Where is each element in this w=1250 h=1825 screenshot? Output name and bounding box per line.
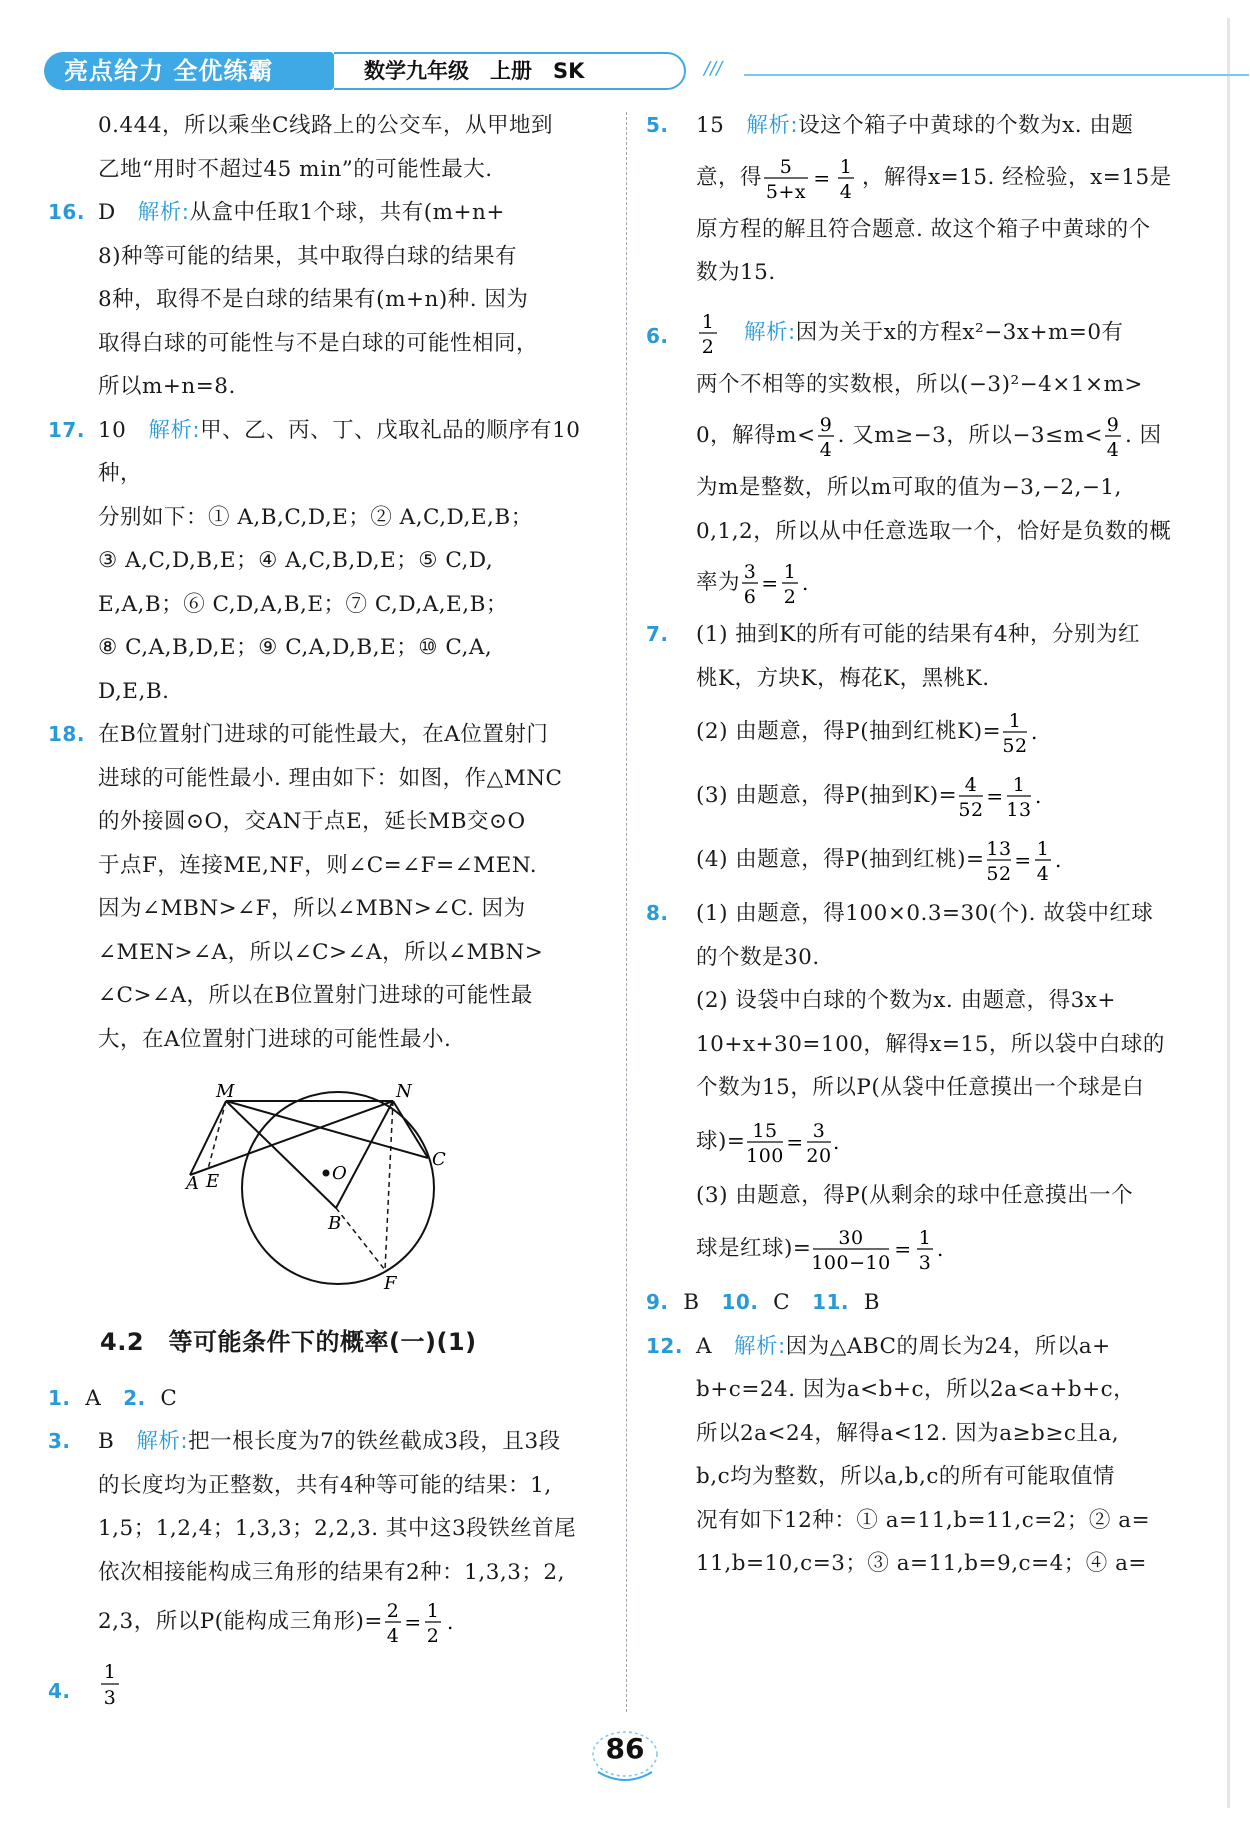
svg-text:.: . (937, 1237, 945, 1261)
answer: 10 (98, 417, 127, 443)
svg-text:.: . (1035, 784, 1042, 808)
segment-ME (208, 1101, 226, 1169)
subject-label: 数学九年级 上册 SK (334, 52, 686, 90)
question-16: 16. D 解析:从盒中任取1个球，共有(m+n+ 8)种等可能的结果，其中取得白球的结果有 8种，取得不是白球的结果有(m+n)种. 因为 取得白球的可能性与不是白球的可能性相同， 所以m+n=8. (48, 191, 603, 409)
question-number: 11. (812, 1290, 850, 1314)
svg-text:2: 2 (701, 335, 715, 358)
svg-text:2: 2 (783, 586, 797, 608)
fraction-1-3 (98, 1658, 128, 1710)
svg-text:52: 52 (1002, 735, 1028, 757)
question-number: 18. (48, 722, 85, 746)
svg-text:5: 5 (779, 155, 793, 178)
svg-text:4: 4 (964, 774, 978, 796)
brand-banner: 亮点给力 全优练霸 (44, 52, 334, 90)
question-number: 7. (646, 622, 669, 646)
continued-text: 0.444，所以乘坐C线路上的公交车，从甲地到 乙地“用时不超过45 min”的可能性最大. (98, 113, 554, 182)
label-B: B (328, 1213, 342, 1234)
label-C: C (432, 1149, 447, 1170)
answer: B (98, 1429, 115, 1454)
label-F: F (384, 1273, 397, 1294)
question-number: 9. (646, 1290, 669, 1314)
svg-text:1: 1 (839, 155, 853, 178)
fraction-4-52-1-13 (957, 771, 1045, 821)
svg-text:1: 1 (1008, 710, 1022, 732)
svg-text:2: 2 (386, 1600, 400, 1622)
svg-text:3: 3 (919, 1252, 932, 1274)
svg-text:=: = (1013, 848, 1032, 872)
question-12: 12. A 解析:因为△ABC的周长为24，所以a+ b+c=24. 因为a<b+c，所以2a<a+b+c， 所以2a<24，解得a<12. 因为a≥b≥c且a, b,c均为整数，所以a,b,c的所有可能取值情 况有如下12种：① a=11,b=11,c=2；② a= 11,b=10,c=3；③ a=11,b=9,c=4；④ a= (646, 1325, 1206, 1586)
question-9-11: 9. B 10. C 11. B (646, 1290, 881, 1315)
svg-text:.: . (802, 571, 809, 595)
question-number: 17. (48, 417, 85, 442)
svg-text:1: 1 (103, 1661, 117, 1683)
svg-text:9: 9 (1106, 414, 1120, 436)
svg-text:=: = (786, 1129, 805, 1154)
page-number: 86 (605, 1732, 645, 1765)
question-number: 8. (646, 901, 669, 925)
page-edge (1227, 18, 1230, 1808)
left-column (48, 104, 603, 1726)
svg-text:100: 100 (746, 1144, 785, 1167)
label-N: N (396, 1081, 413, 1102)
segment-BF (336, 1208, 385, 1270)
analysis-label: 解析: (136, 1429, 189, 1454)
svg-text:1: 1 (919, 1227, 932, 1249)
svg-text:1: 1 (426, 1600, 440, 1622)
question-3: 3. B 解析:把一根长度为7的铁丝截成3段，且3段 的长度均为正整数，共有4种等可能的结果：1, 1,5；1,2,4；1,3,3；2,2,3. 其中这3段铁丝首尾 依次相接能构成三角形的结果有2种：1,3,3；2, 2,3，所以P(能构成三角形)= 2 4 = 1 2 . (48, 1420, 603, 1650)
analysis-label: 解析: (137, 200, 190, 225)
header-rule (744, 74, 1249, 76)
question-number: 16. (48, 200, 85, 224)
svg-text:4: 4 (819, 439, 832, 461)
svg-text:=: = (813, 165, 831, 190)
answer: 15 (696, 113, 725, 138)
svg-text:4: 4 (1036, 863, 1049, 885)
answer: D (98, 200, 116, 225)
svg-text:52: 52 (985, 863, 1012, 885)
svg-text:5+x: 5+x (765, 180, 807, 203)
fraction-2-4-1-2 (383, 1597, 453, 1647)
fraction-equation (762, 153, 862, 203)
circle-geometry-figure (188, 1083, 488, 1293)
center-point (323, 1170, 330, 1177)
question-number: 2. (123, 1385, 146, 1410)
svg-text:30: 30 (838, 1227, 864, 1249)
svg-text:4: 4 (386, 1625, 400, 1647)
svg-text:6: 6 (743, 586, 757, 608)
analysis-label: 解析: (734, 1333, 786, 1359)
svg-text:.: . (1031, 720, 1038, 744)
question-17: 17. 10 解析:甲、乙、丙、丁、戊取礼品的顺序有10种， 分别如下：① A,B,C,D,E；② A,C,D,E,B； ③ A,C,D,B,E；④ A,C,B,D,E；⑤ C,D, E,A,B；⑥ C,D,A,B,E；⑦ C,D,A,E,B； ⑧ C,A,B,D,E；⑨ C,A,D,B,E；⑩ C,A, D,E,B. (48, 409, 603, 714)
question-number: 5. (646, 113, 669, 137)
answer: A (696, 1333, 713, 1359)
svg-text:3: 3 (743, 561, 757, 583)
header-decoration: /// (704, 58, 723, 79)
svg-text:3: 3 (813, 1119, 826, 1142)
question-number: 12. (646, 1333, 683, 1358)
fraction-13-52-1-4 (985, 835, 1065, 885)
svg-text:=: = (761, 571, 779, 595)
svg-text:=: = (404, 1610, 422, 1634)
question-number: 3. (48, 1429, 71, 1453)
question-4 (48, 1658, 603, 1726)
fraction-15-100-3-20 (745, 1117, 841, 1167)
label-M: M (216, 1081, 235, 1102)
svg-text:1: 1 (1012, 774, 1026, 796)
svg-text:13: 13 (1006, 799, 1032, 821)
svg-text:1: 1 (783, 561, 797, 583)
segment-BN (336, 1101, 393, 1208)
label-O: O (332, 1163, 348, 1184)
fraction-30-90-1-3 (811, 1224, 951, 1274)
svg-text:100−10: 100−10 (811, 1252, 892, 1274)
fraction-1-2 (696, 308, 722, 358)
analysis-label: 解析: (746, 113, 799, 138)
question-number: 4. (48, 1679, 71, 1703)
question-6: 6. 1 2 解析:因为关于x的方程x²−3x+m=0有 两个不相等的实数根，所以(−3)²−4×1×m> 0，解得m< 9 4 . 又m≥−3，所以−3≤m< 9 4 . 因 为m是整数，所以m可取的值为−3,−2,−1, 0,1,2，所以从中任意选取一个，恰好是负数的概 率为 3 6 = 1 2 . (646, 303, 1206, 614)
svg-text:9: 9 (819, 414, 832, 436)
svg-text:=: = (986, 784, 1004, 808)
question-number: 10. (721, 1290, 759, 1314)
svg-text:=: = (894, 1237, 913, 1261)
right-column (646, 104, 1206, 1586)
label-E: E (206, 1171, 220, 1192)
question-number: 6. (646, 323, 669, 348)
column-divider (626, 112, 627, 1712)
svg-text:.: . (446, 1610, 454, 1634)
question-8: 8. (1) 由题意，得100×0.3=30(个). 故袋中红球 的个数是30. (2) 设袋中白球的个数为x. 由题意，得3x+ 10+x+30=100，解得x=15，所以袋中白球的 个数为15，所以P(从袋中任意摸出一个球是白 球)= 15 100 = 3 20 . (3) 由题意，得P(从剩余的球中任意摸出一个 球是红球)= 30 100−10 = 1 3 . (646, 892, 1206, 1281)
svg-text:1: 1 (701, 310, 715, 333)
svg-text:15: 15 (752, 1119, 778, 1142)
svg-text:20: 20 (806, 1144, 832, 1167)
analysis-label: 解析: (148, 417, 201, 443)
question-1-2: 1. A 2. C (48, 1385, 178, 1411)
fraction-3-6-1-2 (740, 558, 808, 608)
svg-text:3: 3 (103, 1687, 117, 1709)
fraction-9-4 (816, 411, 838, 461)
page-header (44, 50, 1214, 94)
fraction-1-52 (1001, 707, 1041, 757)
analysis-label: 解析: (744, 319, 796, 345)
question-7: 7. (1) 抽到K的所有可能的结果有4种，分别为红 桃K，方块K，梅花K，黑桃K. (2) 由题意，得P(抽到红桃K)= 1 52 . (3) 由题意，得P(抽到K)= 4 52 = 1 13 . (4) 由题意，得P(抽到红桃)= 13 52 = 1 4 . (646, 613, 1206, 892)
question-5: 5. 15 解析:设这个箱子中黄球的个数为x. 由题 意，得 5 5+x = 1 4 ，解得x=15. 经检验，x=15是 原方程的解且符合题意. 故这个箱子中黄球的个 数为15. (646, 104, 1206, 295)
svg-text:4: 4 (1106, 439, 1120, 461)
svg-text:52: 52 (958, 799, 984, 821)
svg-text:1: 1 (1036, 838, 1049, 860)
label-A: A (186, 1173, 200, 1194)
fraction-9-4 (1103, 411, 1125, 461)
svg-text:.: . (1054, 848, 1062, 872)
svg-text:.: . (833, 1129, 841, 1154)
svg-text:2: 2 (426, 1625, 440, 1647)
page-number-badge (588, 1728, 662, 1788)
segment-NF (385, 1101, 393, 1270)
svg-text:13: 13 (985, 838, 1012, 860)
question-number: 1. (48, 1385, 71, 1410)
question-18: 18. 在B位置射门进球的可能性最大，在A位置射门 进球的可能性最小. 理由如下：如图，作△MNC 的外接圆⊙O，交AN于点E，延长MB交⊙O 于点F，连接ME,NF，则∠C=∠F=∠MEN. 因为∠MBN>∠F，所以∠MBN>∠C. 因为 ∠MEN>∠A，所以∠C>∠A，所以∠MBN> ∠C>∠A，所以在B位置射门进球的可能性最 大，在A位置射门进球的可能性最小. (48, 713, 603, 1061)
section-title: 4.2 等可能条件下的概率(一)(1) (100, 1328, 477, 1356)
svg-text:4: 4 (839, 180, 853, 203)
